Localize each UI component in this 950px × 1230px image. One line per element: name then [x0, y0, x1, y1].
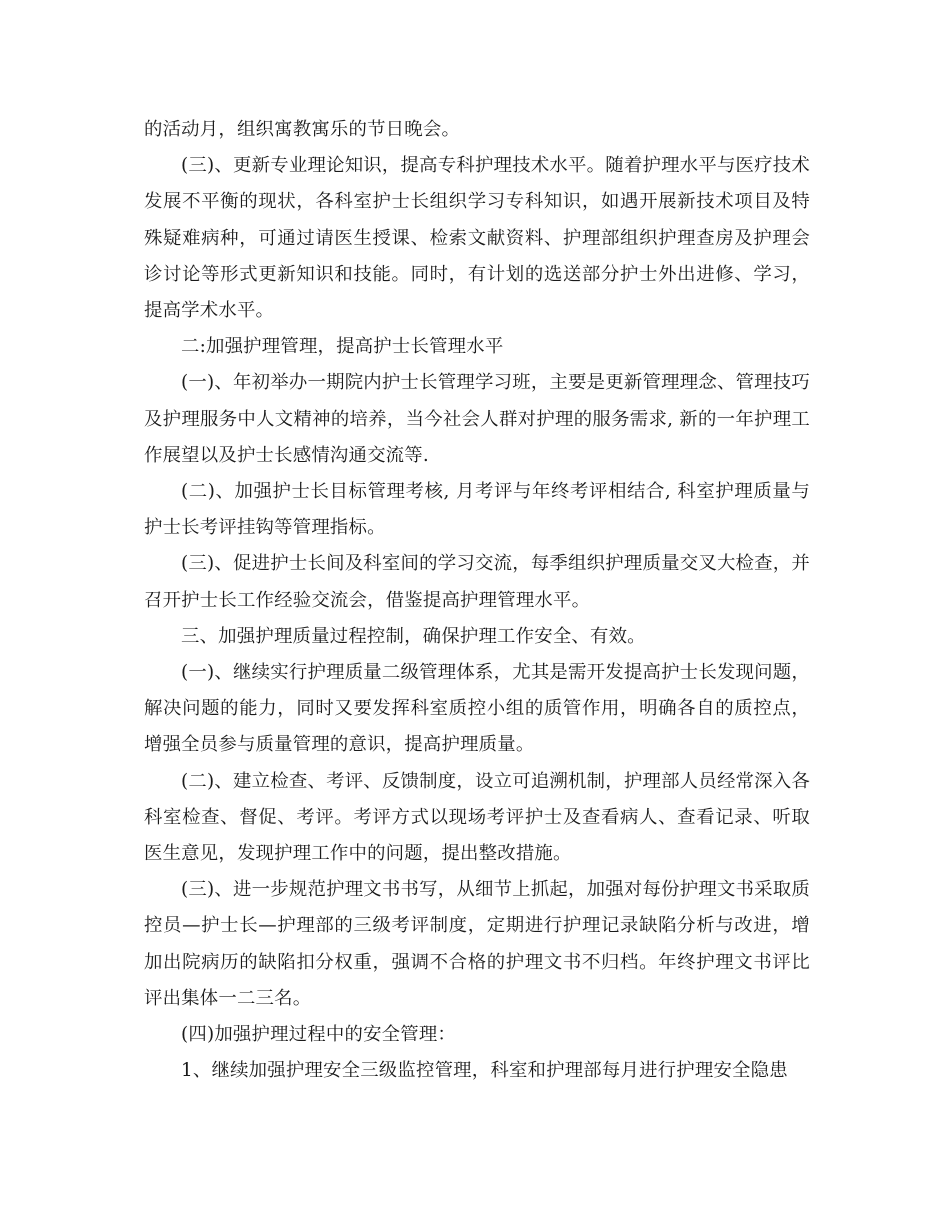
document-body	[144, 112, 810, 1089]
paragraph-documentation: (三)、进一步规范护理文书书写，从细节上抓起，加强对每份护理文书采取质控员—护士长—护理部的三级考评制度，定期进行护理记录缺陷分析与改进，增加出院病历的缺陷扣分权重，强调不合格的护理文书不归档。年终护理文书评比评出集体一二三名。	[144, 879, 810, 1009]
paragraph-target-assessment: (二)、加强护士长目标管理考核, 月考评与年终考评相结合, 科室护理质量与护士长考评挂钩等管理指标。	[144, 481, 810, 539]
paragraph-feedback-system: (二)、建立检查、考评、反馈制度，设立可追溯机制，护理部人员经常深入各科室检查、督促、考评。考评方式以现场考评护士及查看病人、查看记录、听取医生意见，发现护理工作中的问题，提出整改措施。	[144, 770, 810, 865]
paragraph-two-level-system: (一)、继续实行护理质量二级管理体系，尤其是需开发提高护士长发现问题，解决问题的能力，同时又要发挥科室质控小组的质管作用，明确各自的质控点，增强全员参与质量管理的意识，提高护理质量。	[144, 662, 810, 756]
section-heading-quality-control: 三、加强护理质量过程控制，确保护理工作安全、有效。	[181, 625, 646, 647]
paragraph-continuation: 的活动月，组织寓教寓乐的节日晚会。	[144, 119, 461, 140]
subsection-heading-safety: (四)加强护理过程中的安全管理：	[181, 1024, 457, 1046]
paragraph-safety-monitoring: 1、继续加强护理安全三级监控管理，科室和护理部每月进行护理安全隐患	[181, 1060, 788, 1082]
paragraph-update-knowledge: (三)、更新专业理论知识，提高专科护理技术水平。随着护理水平与医疗技术发展不平衡的现状，各科室护士长组织学习专科知识，如遇开展新技术项目及特殊疑难病种，可通过请医生授课、检索文献资料、护理部组织护理查房及护理会诊讨论等形式更新知识和技能。同时，有计划的选送部分护士外出进修、学习，提高学术水平。	[144, 155, 810, 322]
section-heading-management: 二:加强护理管理，提高护士长管理水平	[181, 336, 504, 358]
paragraph-training-class: (一)、年初举办一期院内护士长管理学习班，主要是更新管理理念、管理技巧及护理服务中人文精神的培养，当今社会人群对护理的服务需求, 新的一年护理工作展望以及护士长感情沟通交流等.	[144, 372, 810, 466]
paragraph-exchange: (三)、促进护士长间及科室间的学习交流，每季组织护理质量交叉大检查，并召开护士长工作经验交流会，借鉴提高护理管理水平。	[144, 553, 810, 611]
